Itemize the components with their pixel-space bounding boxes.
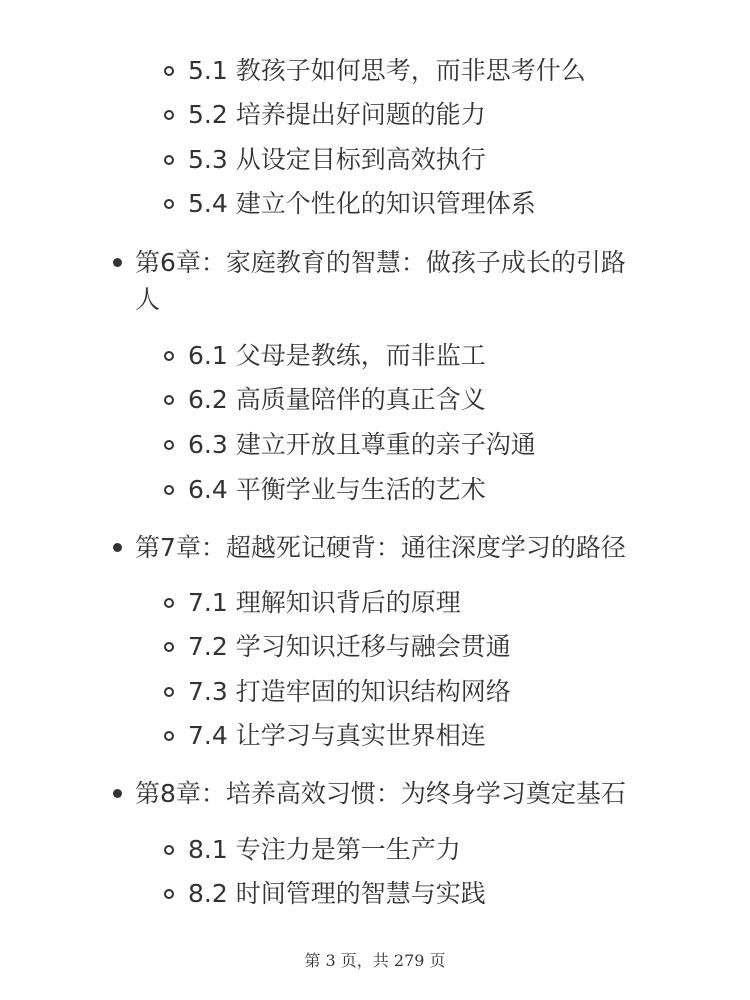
hollow-bullet-icon [164,598,174,608]
hollow-bullet-icon [164,731,174,741]
toc-subitem[interactable]: 5.3 从设定目标到高效执行 [188,145,486,174]
toc-subitem[interactable]: 8.1 专注力是第一生产力 [188,835,461,864]
toc-subitem[interactable]: 6.2 高质量陪伴的真正含义 [188,385,486,414]
hollow-bullet-icon [164,440,174,450]
hollow-bullet-icon [164,642,174,652]
solid-bullet-icon [113,258,122,267]
toc-subitem[interactable]: 7.3 打造牢固的知识结构网络 [188,677,511,706]
toc-chapter-title[interactable]: 第8章：培养高效习惯：为终身学习奠定基石 [135,779,626,808]
toc-chapter-title-continuation[interactable]: 人 [135,285,161,314]
toc-subitem[interactable]: 5.4 建立个性化的知识管理体系 [188,189,536,218]
hollow-bullet-icon [164,351,174,361]
hollow-bullet-icon [164,845,174,855]
toc-subitem[interactable]: 7.4 让学习与真实世界相连 [188,721,486,750]
toc-subitem[interactable]: 5.2 培养提出好问题的能力 [188,100,486,129]
hollow-bullet-icon [164,687,174,697]
solid-bullet-icon [113,789,122,798]
toc-chapter-title[interactable]: 第7章：超越死记硬背：通往深度学习的路径 [135,533,626,562]
toc-subitem[interactable]: 6.3 建立开放且尊重的亲子沟通 [188,430,536,459]
solid-bullet-icon [113,543,122,552]
toc-subitem[interactable]: 8.2 时间管理的智慧与实践 [188,879,486,908]
toc-chapter-title[interactable]: 第6章：家庭教育的智慧：做孩子成长的引路 [135,248,626,277]
page-number-indicator: 第 3 页，共 279 页 [304,951,446,970]
toc-subitem[interactable]: 7.1 理解知识背后的原理 [188,588,461,617]
hollow-bullet-icon [164,485,174,495]
hollow-bullet-icon [164,199,174,209]
toc-subitem[interactable]: 6.1 父母是教练，而非监工 [188,341,486,370]
toc-subitem[interactable]: 6.4 平衡学业与生活的艺术 [188,475,486,504]
hollow-bullet-icon [164,395,174,405]
hollow-bullet-icon [164,66,174,76]
hollow-bullet-icon [164,110,174,120]
hollow-bullet-icon [164,889,174,899]
toc-subitem[interactable]: 7.2 学习知识迁移与融会贯通 [188,632,511,661]
hollow-bullet-icon [164,155,174,165]
toc-subitem[interactable]: 5.1 教孩子如何思考，而非思考什么 [188,56,586,85]
